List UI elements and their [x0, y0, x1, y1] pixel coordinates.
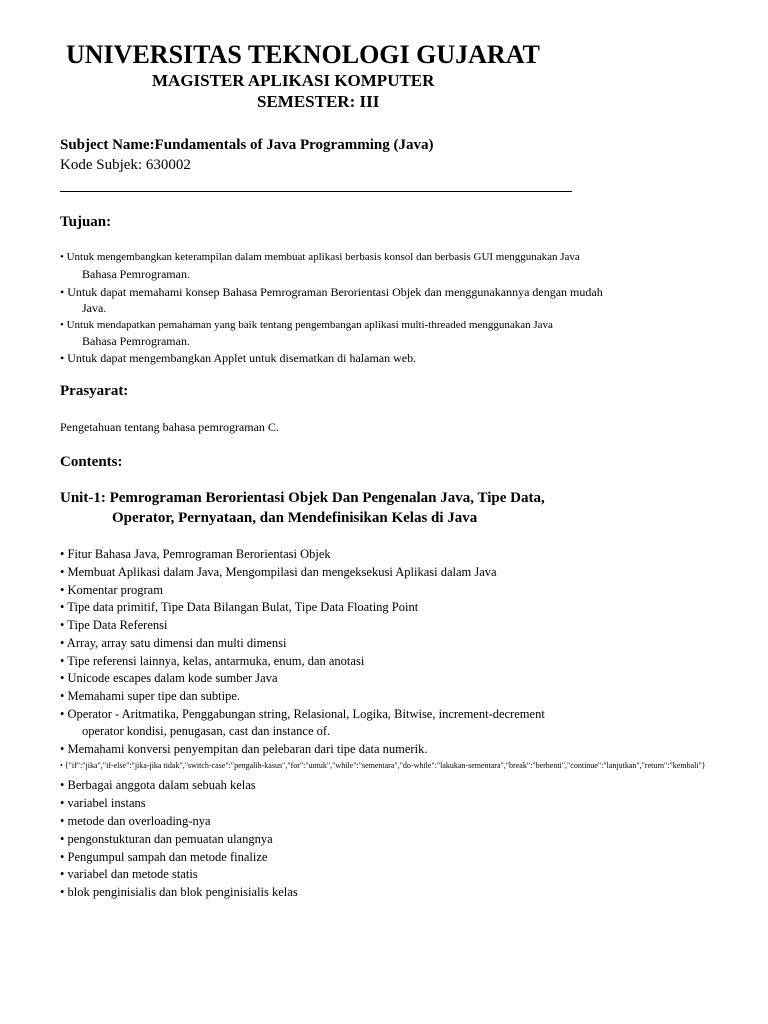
- content-item: • Pengumpul sampah dan metode finalize: [60, 850, 268, 864]
- content-item: • metode dan overloading-nya: [60, 814, 211, 828]
- content-item: • Tipe data primitif, Tipe Data Bilangan Bulat, Tipe Data Floating Point: [60, 600, 419, 614]
- content-item: • variabel dan metode statis: [60, 867, 198, 881]
- content-item: • variabel instans: [60, 796, 146, 810]
- tujuan-heading: Tujuan:: [60, 214, 112, 230]
- subject-code: Kode Subjek: 630002: [60, 157, 191, 173]
- content-item: • Tipe referensi lainnya, kelas, antarmuka, enum, dan anotasi: [60, 654, 365, 668]
- tujuan-item-cont: Java.: [82, 301, 107, 315]
- tujuan-item-cont: Bahasa Pemrograman.: [82, 267, 190, 281]
- subject-name: Subject Name:Fundamentals of Java Programming (Java): [60, 137, 434, 153]
- content-item: • Tipe Data Referensi: [60, 618, 168, 632]
- divider-line: [60, 191, 572, 192]
- semester-title: SEMESTER: III: [257, 92, 380, 111]
- contents-heading: Contents:: [60, 454, 123, 470]
- content-item: • Unicode escapes dalam kode sumber Java: [60, 671, 278, 685]
- content-item: • Memahami super tipe dan subtipe.: [60, 689, 241, 703]
- tujuan-item: • Untuk dapat memahami konsep Bahasa Pemrograman Berorientasi Objek dan menggunakannya dengan mudah: [60, 285, 603, 299]
- content-item: • Membuat Aplikasi dalam Java, Mengompilasi dan mengeksekusi Aplikasi dalam Java: [60, 565, 497, 579]
- content-item: • Array, array satu dimensi dan multi dimensi: [60, 636, 287, 650]
- prasyarat-text: Pengetahuan tentang bahasa pemrograman C.: [60, 420, 279, 434]
- tujuan-item: • Untuk dapat mengembangkan Applet untuk disematkan di halaman web.: [60, 351, 417, 365]
- unit-title-line1: Unit-1: Pemrograman Berorientasi Objek Dan Pengenalan Java, Tipe Data,: [60, 490, 545, 506]
- content-item: • Operator - Aritmatika, Penggabungan string, Relasional, Logika, Bitwise, increment-decrement: [60, 707, 545, 721]
- content-item-cont: operator kondisi, penugasan, cast dan instance of.: [82, 724, 331, 738]
- unit-title-line2: Operator, Pernyataan, dan Mendefinisikan Kelas di Java: [112, 510, 478, 526]
- tujuan-item-cont: Bahasa Pemrograman.: [82, 334, 190, 348]
- program-title: MAGISTER APLIKASI KOMPUTER: [152, 71, 435, 90]
- control-statements-item: • {"if":"jika","if-else":"jika-jika tidak","switch-case":"pengalih-kasus","for":"untuk","while":"sementara","do-while":"lakukan-sementara","break":"berhenti","continue":"lanjutkan","return":"kembali"}: [60, 761, 706, 770]
- content-item: • pengonstukturan dan pemuatan ulangnya: [60, 832, 273, 846]
- tujuan-item: • Untuk mendapatkan pemahaman yang baik tentang pengembangan aplikasi multi-threaded menggunakan Java: [60, 319, 553, 331]
- university-title: UNIVERSITAS TEKNOLOGI GUJARAT: [66, 40, 540, 69]
- tujuan-item: • Untuk mengembangkan keterampilan dalam membuat aplikasi berbasis konsol dan berbasis GUI menggunakan Java: [60, 251, 580, 263]
- content-item: • Fitur Bahasa Java, Pemrograman Berorientasi Objek: [60, 547, 331, 561]
- content-item: • blok penginisialis dan blok penginisialis kelas: [60, 885, 298, 899]
- content-item: • Berbagai anggota dalam sebuah kelas: [60, 778, 256, 792]
- content-item: • Komentar program: [60, 583, 163, 597]
- prasyarat-heading: Prasyarat:: [60, 383, 129, 399]
- content-item: • Memahami konversi penyempitan dan pelebaran dari tipe data numerik.: [60, 742, 428, 756]
